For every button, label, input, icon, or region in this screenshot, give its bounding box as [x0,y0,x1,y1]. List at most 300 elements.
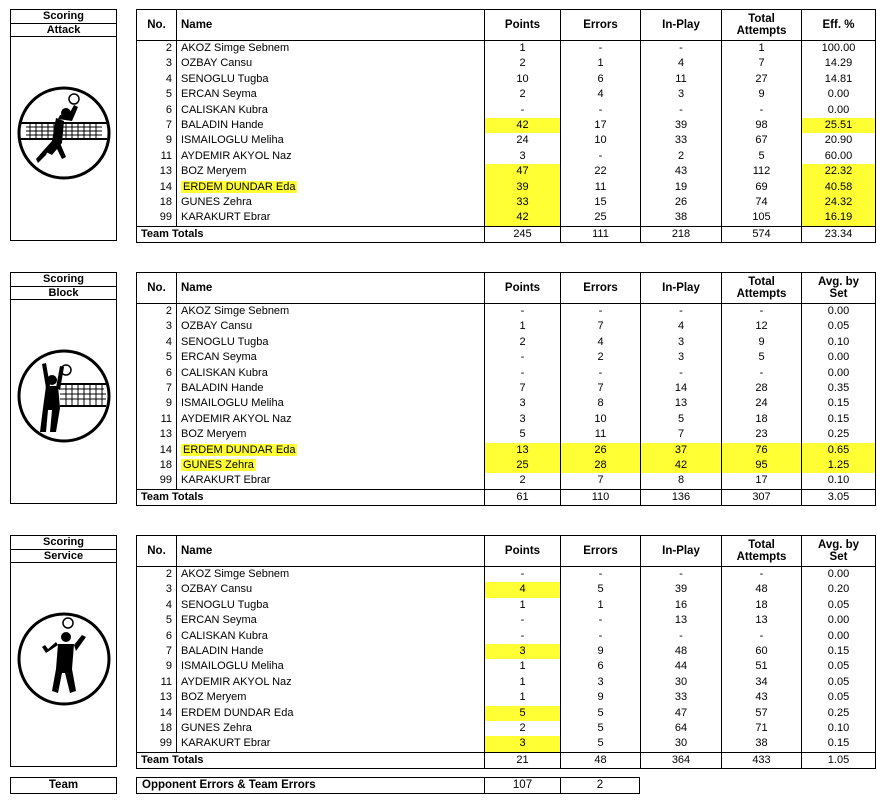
table-row [137,675,876,690]
errors-value: 17 [561,118,641,133]
col-header-total-attempts [722,536,802,567]
errors-value: 5 [561,582,641,597]
last-column-value: 0.00 [802,613,876,628]
table-row [137,690,876,705]
col-header-name: Name [177,536,485,567]
errors-value: 22 [561,164,641,179]
inplay-value: 13 [641,396,722,411]
col-header-total-line1: Total [748,276,775,288]
player-name-cell [177,659,485,674]
errors-value: 6 [561,72,641,87]
inplay-value: 3 [641,87,722,102]
last-column-value: 0.15 [802,412,876,427]
table-row [137,412,876,427]
col-header-name: Name [177,273,485,304]
player-name: AYDEMIR AKYOL Naz [181,675,292,688]
inplay-value: 48 [641,644,722,659]
player-number: 13 [137,164,177,179]
col-header-inplay: In-Play [641,10,722,41]
errors-value: - [561,613,641,628]
player-name-cell [177,736,485,752]
total-attempts-value: 12 [722,319,802,334]
errors-value: 7 [561,381,641,396]
errors-value: 7 [561,319,641,334]
team-label: Team [10,777,117,794]
table-row [137,56,876,71]
table-row [137,582,876,597]
col-header-errors: Errors [561,10,641,41]
points-value: 39 [485,180,561,195]
player-name: ISMAILOGLU Meliha [181,397,284,410]
player-name: AKOZ Simge Sebnem [181,305,290,317]
player-name-cell [177,443,485,458]
total-attempts-value: 13 [722,613,802,628]
table-row [137,613,876,628]
inplay-value: 26 [641,195,722,210]
player-name-cell [177,473,485,489]
table-row [137,210,876,226]
col-header-last-line2: Set [829,288,848,300]
inplay-value: 39 [641,582,722,597]
inplay-value: 43 [641,164,722,179]
totals-errors: 48 [561,752,641,768]
table-row [137,721,876,736]
errors-value: 7 [561,473,641,489]
table-header-row [137,10,876,41]
last-column-value: 0.65 [802,443,876,458]
inplay-value: - [641,304,722,320]
last-column-value: 0.00 [802,103,876,118]
inplay-value: 14 [641,381,722,396]
col-header-errors: Errors [561,273,641,304]
table-row [137,366,876,381]
last-column-value: 0.15 [802,736,876,752]
total-attempts-value: 51 [722,659,802,674]
player-number: 2 [137,41,177,57]
player-name: BOZ Meryem [181,691,247,704]
col-header-last [802,273,876,304]
player-name: BOZ Meryem [181,165,247,178]
total-attempts-value: 71 [722,721,802,736]
last-column-value: 100.00 [802,41,876,57]
inplay-value: 3 [641,350,722,365]
player-number: 3 [137,56,177,71]
player-name: AKOZ Simge Sebnem [181,42,290,54]
points-value: 7 [485,381,561,396]
errors-value: 1 [561,56,641,71]
points-value: 1 [485,598,561,613]
player-number: 9 [137,396,177,411]
player-number: 2 [137,304,177,320]
inplay-value: 4 [641,319,722,334]
col-header-last-line1: Avg. by [817,276,860,288]
totals-inplay: 364 [641,752,722,768]
col-header-last [802,10,876,41]
section-title-line2: Block [11,286,116,300]
total-attempts-value: - [722,103,802,118]
player-name-cell [177,41,485,57]
points-value: - [485,567,561,583]
total-attempts-value: - [722,366,802,381]
player-name: OZBAY Cansu [181,320,253,333]
errors-value: 5 [561,736,641,752]
table-row [137,381,876,396]
total-attempts-value: - [722,629,802,644]
errors-value: - [561,567,641,583]
errors-value: 6 [561,659,641,674]
player-number: 18 [137,195,177,210]
errors-value: 25 [561,210,641,226]
inplay-value: 37 [641,443,722,458]
errors-value: 4 [561,87,641,102]
col-header-last-line2: Set [829,551,848,563]
totals-points: 21 [485,752,561,768]
volleyball-attack-icon [16,85,112,181]
points-value: 25 [485,458,561,473]
icon-panel [10,37,117,241]
total-attempts-value: 69 [722,180,802,195]
section-title-line1: Scoring [43,536,84,548]
totals-points: 61 [485,489,561,505]
total-attempts-value: 95 [722,458,802,473]
player-number: 3 [137,319,177,334]
errors-value: 28 [561,458,641,473]
player-number: 99 [137,736,177,752]
player-name-cell [177,164,485,179]
points-value: 2 [485,56,561,71]
player-number: 3 [137,582,177,597]
inplay-value: 44 [641,659,722,674]
col-header-total-attempts [722,10,802,41]
col-header-no: No. [137,273,177,304]
player-number: 11 [137,675,177,690]
total-attempts-value: 74 [722,195,802,210]
total-attempts-value: 34 [722,675,802,690]
inplay-value: 47 [641,706,722,721]
player-number: 5 [137,350,177,365]
table-row [137,164,876,179]
player-name: OZBAY Cansu [181,583,253,596]
last-column-value: 0.10 [802,473,876,489]
section-title [10,9,117,37]
total-attempts-value: - [722,304,802,320]
total-attempts-value: 38 [722,736,802,752]
player-name-cell [177,412,485,427]
player-name: ERDEM DUNDAR Eda [183,443,296,456]
inplay-value: 4 [641,56,722,71]
table-row [137,736,876,752]
opponent-errors-label: Opponent Errors & Team Errors [136,777,485,794]
last-column-value: 20.90 [802,133,876,148]
inplay-value: 30 [641,736,722,752]
player-number: 13 [137,427,177,442]
errors-value: 4 [561,335,641,350]
points-value: - [485,629,561,644]
table-row [137,443,876,458]
inplay-value: - [641,567,722,583]
errors-value: - [561,103,641,118]
player-number: 18 [137,458,177,473]
player-name-cell [177,366,485,381]
last-column-value: 40.58 [802,180,876,195]
player-number: 9 [137,659,177,674]
points-value: 42 [485,210,561,226]
table-row [137,350,876,365]
player-number: 4 [137,72,177,87]
table-row [137,133,876,148]
last-column-value: 0.05 [802,598,876,613]
table-row [137,458,876,473]
player-name-cell [177,381,485,396]
player-number: 14 [137,706,177,721]
last-column-value: 14.81 [802,72,876,87]
inplay-value: 3 [641,335,722,350]
errors-value: 1 [561,598,641,613]
last-column-value: 0.15 [802,644,876,659]
points-value: 33 [485,195,561,210]
table-row [137,598,876,613]
total-attempts-value: 9 [722,87,802,102]
section-title-line2: Attack [11,23,116,37]
errors-value: 11 [561,180,641,195]
table-row [137,195,876,210]
points-value: - [485,350,561,365]
player-name: AYDEMIR AKYOL Naz [181,412,292,425]
player-name-cell [177,319,485,334]
last-column-value: 0.05 [802,675,876,690]
table-row [137,319,876,334]
total-attempts-value: 43 [722,690,802,705]
last-column-value: 24.32 [802,195,876,210]
inplay-value: 8 [641,473,722,489]
points-value: - [485,613,561,628]
total-attempts-value: 112 [722,164,802,179]
errors-value: - [561,629,641,644]
player-name: CALISKAN Kubra [181,103,268,116]
player-name-cell [177,396,485,411]
total-attempts-value: 67 [722,133,802,148]
table-row [137,629,876,644]
volleyball-block-icon [16,348,112,444]
team-totals-label: Team Totals [137,226,485,242]
last-column-value: 22.32 [802,164,876,179]
player-number: 4 [137,598,177,613]
stats-table [136,535,876,769]
total-attempts-value: 5 [722,149,802,164]
last-column-value: 16.19 [802,210,876,226]
points-value: 3 [485,149,561,164]
table-row [137,72,876,87]
player-name-cell [177,613,485,628]
player-name-cell [177,644,485,659]
totals-inplay: 136 [641,489,722,505]
table-row [137,180,876,195]
inplay-value: 7 [641,427,722,442]
errors-value: 10 [561,133,641,148]
table-row [137,304,876,320]
last-column-value: 0.10 [802,721,876,736]
section-title [10,535,117,563]
player-number: 7 [137,644,177,659]
table-row [137,118,876,133]
player-name-cell [177,87,485,102]
inplay-value: 30 [641,675,722,690]
last-column-value: 0.15 [802,396,876,411]
totals-last: 3.05 [802,489,876,505]
section-label-panel [10,272,117,504]
totals-attempts: 574 [722,226,802,242]
player-number: 6 [137,103,177,118]
player-name: ERCAN Seyma [181,351,257,364]
player-name: KARAKURT Ebrar [181,737,271,750]
player-name: BALADIN Hande [181,645,264,658]
player-name-cell [177,706,485,721]
points-value: 3 [485,644,561,659]
errors-value: - [561,366,641,381]
player-name: ERDEM DUNDAR Eda [183,180,296,193]
table-row [137,149,876,164]
player-name-cell [177,133,485,148]
total-attempts-value: 60 [722,644,802,659]
col-header-no: No. [137,536,177,567]
last-column-value: 0.05 [802,659,876,674]
team-totals-label: Team Totals [137,752,485,768]
col-header-last-line1: Avg. by [817,539,860,551]
player-name: GUNES Zehra [181,722,252,735]
opponent-errors-value: 107 [484,777,561,794]
player-number: 5 [137,613,177,628]
last-column-value: 14.29 [802,56,876,71]
player-number: 5 [137,87,177,102]
totals-attempts: 433 [722,752,802,768]
col-header-errors: Errors [561,536,641,567]
player-name: AYDEMIR AKYOL Naz [181,149,292,162]
player-name: KARAKURT Ebrar [181,474,271,487]
stats-table [136,272,876,506]
last-column-value: 0.00 [802,350,876,365]
points-value: 47 [485,164,561,179]
player-name: CALISKAN Kubra [181,629,268,642]
total-attempts-value: 1 [722,41,802,57]
total-attempts-value: 105 [722,210,802,226]
points-value: 1 [485,659,561,674]
total-attempts-value: 28 [722,381,802,396]
points-value: 1 [485,319,561,334]
team-totals-label: Team Totals [137,489,485,505]
player-name: BALADIN Hande [181,382,264,395]
table-row [137,473,876,489]
points-value: 3 [485,736,561,752]
inplay-value: 5 [641,412,722,427]
player-number: 13 [137,690,177,705]
player-name: SENOGLU Tugba [181,72,269,85]
section-title-line1: Scoring [43,273,84,285]
last-column-value: 25.51 [802,118,876,133]
table-row [137,706,876,721]
player-number: 18 [137,721,177,736]
points-value: 1 [485,690,561,705]
player-name-cell [177,103,485,118]
player-name: SENOGLU Tugba [181,598,269,611]
total-attempts-value: 98 [722,118,802,133]
last-column-value: 0.00 [802,366,876,381]
player-number: 11 [137,412,177,427]
table-row [137,396,876,411]
errors-value: 15 [561,195,641,210]
player-name: GUNES Zehra [183,459,254,472]
last-column-value: 60.00 [802,149,876,164]
player-name-cell [177,118,485,133]
points-value: 2 [485,335,561,350]
last-column-value: 0.10 [802,335,876,350]
col-header-total-attempts [722,273,802,304]
inplay-value: 2 [641,149,722,164]
inplay-value: 42 [641,458,722,473]
col-header-total-line2: Attempts [736,288,787,300]
inplay-value: 39 [641,118,722,133]
last-column-value: 0.35 [802,381,876,396]
section-title-line1: Scoring [43,10,84,22]
player-number: 99 [137,210,177,226]
player-name: ISMAILOGLU Meliha [181,134,284,147]
last-column-value: 0.00 [802,304,876,320]
player-name: BALADIN Hande [181,119,264,132]
section-label-panel [10,535,117,767]
table-row [137,103,876,118]
player-number: 4 [137,335,177,350]
table-row [137,87,876,102]
col-header-total-line1: Total [748,13,775,25]
last-column-value: 0.00 [802,567,876,583]
inplay-value: 33 [641,690,722,705]
table-row [137,427,876,442]
player-number: 6 [137,366,177,381]
col-header-total-line2: Attempts [736,25,787,37]
team-totals-row [137,489,876,505]
points-value: 2 [485,87,561,102]
player-number: 11 [137,149,177,164]
points-value: 5 [485,706,561,721]
last-column-value: 0.05 [802,690,876,705]
total-attempts-value: 27 [722,72,802,87]
player-number: 14 [137,443,177,458]
player-name-cell [177,458,485,473]
last-column-value: 0.25 [802,706,876,721]
player-name: ERCAN Seyma [181,614,257,627]
player-name-cell [177,567,485,583]
inplay-value: - [641,41,722,57]
player-name-cell [177,629,485,644]
col-header-points: Points [485,536,561,567]
player-number: 14 [137,180,177,195]
table-row [137,644,876,659]
table-row [137,659,876,674]
errors-value: 2 [561,350,641,365]
section-title [10,272,117,300]
errors-value: 5 [561,721,641,736]
player-name-cell [177,690,485,705]
total-attempts-value: 48 [722,582,802,597]
points-value: 3 [485,412,561,427]
errors-value: 5 [561,706,641,721]
section-title-line2: Service [11,549,116,563]
last-column-value: 0.05 [802,319,876,334]
inplay-value: 38 [641,210,722,226]
player-name-cell [177,427,485,442]
team-totals-row [137,226,876,242]
table-row [137,41,876,57]
player-name-cell [177,180,485,195]
